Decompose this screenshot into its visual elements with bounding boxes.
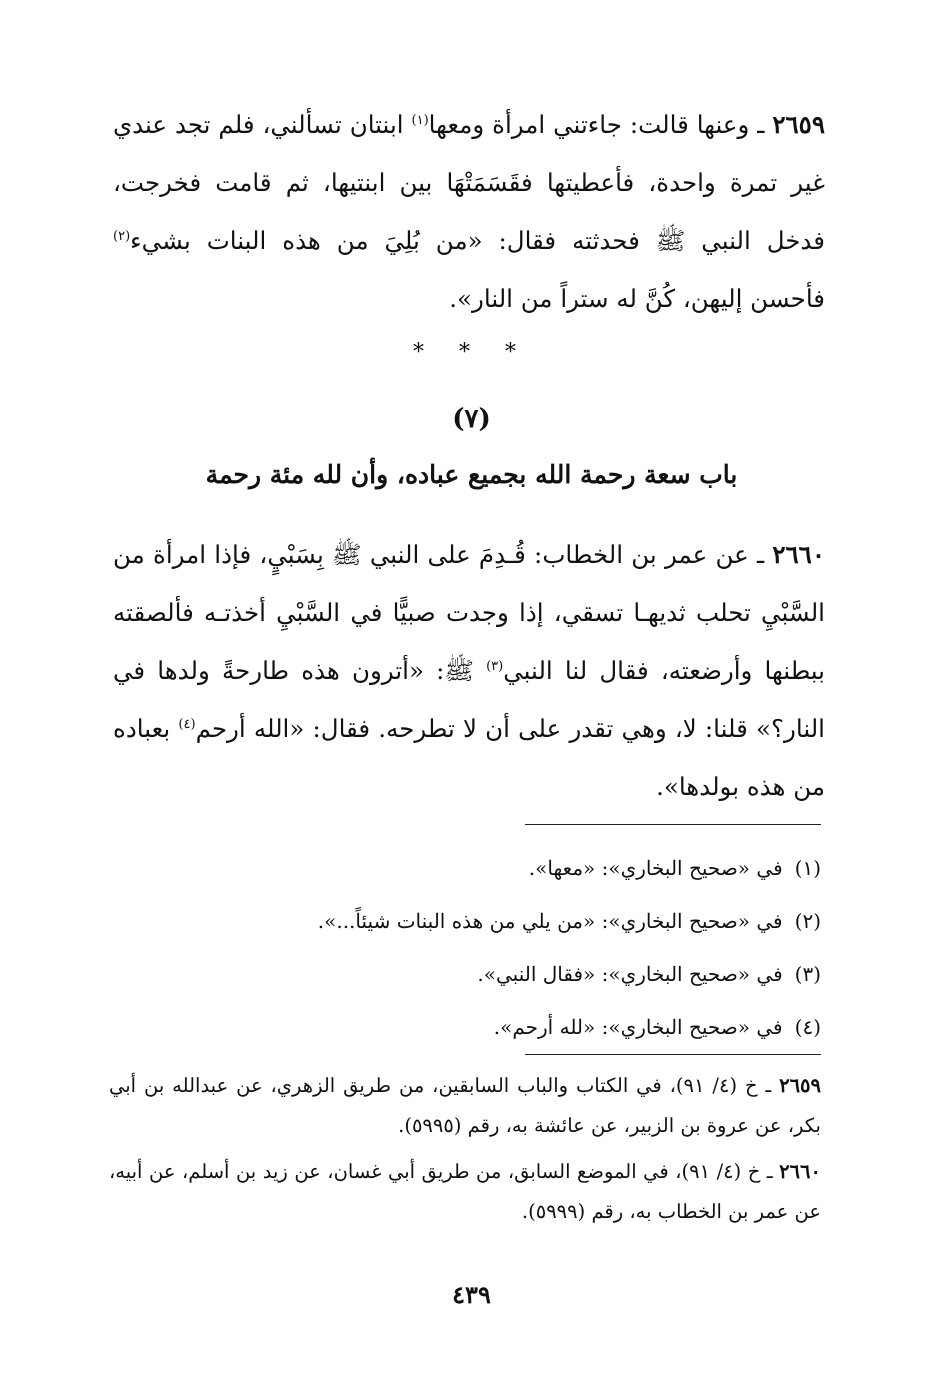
source-text: ـ خ (٤/ ٩١)، في الكتاب والباب السابقين، من طريق الزهري، عن عبدالله بن أبي بكر، عن عروة بن الزبير، عن عائشة به، رقم (٥٩٩٥). [109, 1074, 821, 1137]
hadith-text: ـ عن عمر بن الخطاب: قُـدِمَ على النبي ﷺ بِسَبْيٍ، فإذا امرأة من السَّبْيِ تحلب ثديهـا تسقي، إذا وجدت صبيًّا في السَّبْيِ أخذتـه فألصقته ببطنها وأرضعته، فقال لنا النبي [113, 540, 826, 685]
footnotes [121, 842, 821, 1054]
takhrij-sources [109, 1066, 821, 1238]
footnote-number: (١) [794, 856, 821, 880]
source-entry [109, 1066, 821, 1146]
footnote [121, 948, 821, 1001]
hadith-2660 [113, 526, 825, 816]
footnote-number: (٤) [794, 1015, 821, 1039]
chapter-title: باب سعة رحمة الله بجميع عباده، وأن لله مئة رحمة [205, 460, 738, 489]
footnote-divider [525, 824, 821, 825]
footnote-text: في «صحيح البخاري»: «معها». [528, 856, 783, 880]
footnote-text: في «صحيح البخاري»: «لله أرحم». [493, 1015, 783, 1039]
chapter-number: (٧) [452, 404, 491, 434]
footnote-text: في «صحيح البخاري»: «من يلي من هذه البنات شيئاً...». [317, 909, 783, 933]
footnote-number: (٣) [794, 962, 821, 986]
source-number: ٢٦٦٠ [779, 1160, 821, 1183]
footnote [121, 1001, 821, 1054]
sources-divider [525, 1054, 821, 1055]
source-entry [109, 1152, 821, 1232]
hadith-text: ﷺ: «أترون هذه طارحةً ولدها في النار؟» قلنا: لا، وهي تقدر على أن لا تطرحه. فقال: «الله أرحم [113, 656, 825, 743]
footnote [121, 842, 821, 895]
section-separator: * * * [413, 340, 530, 365]
hadith-text: فأحسن إليهن، كُنَّ له ستراً من النار». [449, 284, 825, 313]
footnote [121, 895, 821, 948]
hadith-number: ٢٦٥٩ [772, 110, 825, 139]
hadith-text: بعباده من هذه بولدها». [113, 714, 825, 801]
hadith-2659 [113, 96, 825, 328]
hadith-text: ـ وعنها قالت: جاءتني امرأة ومعها [428, 110, 773, 139]
footnote-ref: (٤) [178, 716, 196, 732]
source-text: ـ خ (٤/ ٩١)، في الموضع السابق، من طريق أبي غسان، عن زيد بن أسلم، عن أبيه، عن عمر بن الخطاب به، رقم (٥٩٩٩). [109, 1160, 821, 1223]
footnote-ref: (٣) [486, 658, 504, 674]
footnote-ref: (١) [411, 112, 429, 128]
footnote-ref: (٢) [113, 228, 131, 244]
page-number: ٤٣٩ [452, 1280, 491, 1309]
hadith-text: ابنتان تسألني، فلم تجد عندي غير تمرة واحدة، فأعطيتها فقَسَمَتْهَا بين ابنتيها، ثم قامت فخرجت، فدخل النبي ﷺ فحدثته فقال: «من بُلِيَ من هذه البنات بشيء [113, 110, 825, 255]
footnote-text: في «صحيح البخاري»: «فقال النبي». [477, 962, 783, 986]
hadith-number: ٢٦٦٠ [772, 540, 825, 569]
footnote-number: (٢) [794, 909, 821, 933]
source-number: ٢٦٥٩ [779, 1074, 821, 1097]
